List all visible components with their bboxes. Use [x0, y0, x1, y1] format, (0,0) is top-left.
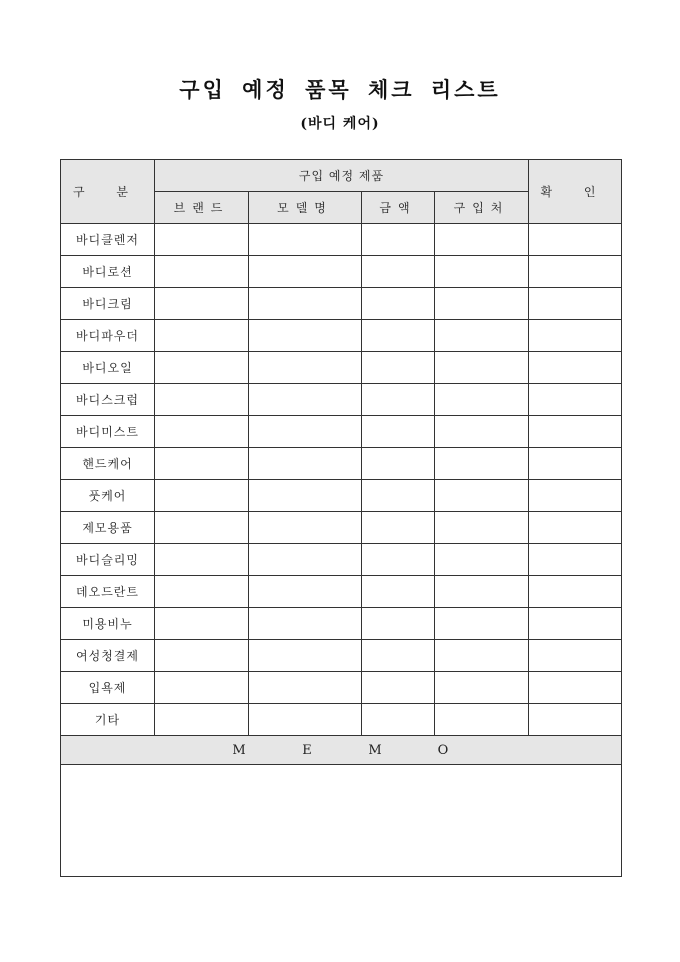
- brand-cell[interactable]: [155, 224, 249, 256]
- model-cell[interactable]: [249, 480, 362, 512]
- brand-cell[interactable]: [155, 416, 249, 448]
- amount-cell[interactable]: [362, 416, 435, 448]
- check-cell[interactable]: [529, 480, 622, 512]
- table-row: [61, 224, 622, 256]
- memo-letter: M: [232, 742, 246, 758]
- table-row: [61, 608, 622, 640]
- amount-cell[interactable]: [362, 480, 435, 512]
- category-cell: 핸드케어: [61, 448, 155, 480]
- model-cell[interactable]: [249, 416, 362, 448]
- header-category: 구 분: [61, 160, 155, 224]
- category-cell: 바디로션: [61, 256, 155, 288]
- store-cell[interactable]: [435, 704, 529, 736]
- store-cell[interactable]: [435, 448, 529, 480]
- brand-cell[interactable]: [155, 320, 249, 352]
- model-cell[interactable]: [249, 448, 362, 480]
- table-row: [61, 288, 622, 320]
- category-cell: 입욕제: [61, 672, 155, 704]
- store-cell[interactable]: [435, 224, 529, 256]
- memo-letter: O: [437, 742, 449, 758]
- brand-cell[interactable]: [155, 448, 249, 480]
- brand-cell[interactable]: [155, 512, 249, 544]
- header-brand: 브랜드: [155, 192, 249, 224]
- brand-cell[interactable]: [155, 256, 249, 288]
- store-cell[interactable]: [435, 384, 529, 416]
- check-cell[interactable]: [529, 352, 622, 384]
- brand-cell[interactable]: [155, 704, 249, 736]
- memo-area[interactable]: [61, 765, 622, 877]
- check-cell[interactable]: [529, 256, 622, 288]
- model-cell[interactable]: [249, 512, 362, 544]
- table-row: [61, 640, 622, 672]
- check-cell[interactable]: [529, 640, 622, 672]
- amount-cell[interactable]: [362, 576, 435, 608]
- check-cell[interactable]: [529, 288, 622, 320]
- brand-cell[interactable]: [155, 544, 249, 576]
- brand-cell[interactable]: [155, 672, 249, 704]
- amount-cell[interactable]: [362, 672, 435, 704]
- category-cell: 제모용품: [61, 512, 155, 544]
- table-row: [61, 544, 622, 576]
- table-row: [61, 384, 622, 416]
- amount-cell[interactable]: [362, 448, 435, 480]
- store-cell[interactable]: [435, 480, 529, 512]
- amount-cell[interactable]: [362, 544, 435, 576]
- table-row: [61, 480, 622, 512]
- category-cell: 바디크림: [61, 288, 155, 320]
- amount-cell[interactable]: [362, 704, 435, 736]
- model-cell[interactable]: [249, 704, 362, 736]
- store-cell[interactable]: [435, 320, 529, 352]
- check-cell[interactable]: [529, 320, 622, 352]
- table-row: [61, 512, 622, 544]
- category-cell: 바디미스트: [61, 416, 155, 448]
- model-cell[interactable]: [249, 640, 362, 672]
- category-cell: 기타: [61, 704, 155, 736]
- check-cell[interactable]: [529, 576, 622, 608]
- header-amount: 금액: [362, 192, 435, 224]
- store-cell[interactable]: [435, 416, 529, 448]
- header-check: 확 인: [529, 160, 622, 224]
- table-row: [61, 256, 622, 288]
- header-planned-products: 구입 예정 제품: [155, 160, 529, 192]
- model-cell[interactable]: [249, 352, 362, 384]
- check-cell[interactable]: [529, 512, 622, 544]
- model-cell[interactable]: [249, 288, 362, 320]
- amount-cell[interactable]: [362, 256, 435, 288]
- memo-header: [61, 736, 622, 765]
- check-cell[interactable]: [529, 672, 622, 704]
- check-cell[interactable]: [529, 448, 622, 480]
- model-cell[interactable]: [249, 608, 362, 640]
- store-cell[interactable]: [435, 608, 529, 640]
- amount-cell[interactable]: [362, 608, 435, 640]
- store-cell[interactable]: [435, 352, 529, 384]
- page-title: 구입 예정 품목 체크 리스트: [179, 77, 501, 102]
- brand-cell[interactable]: [155, 608, 249, 640]
- check-cell[interactable]: [529, 544, 622, 576]
- check-cell[interactable]: [529, 608, 622, 640]
- brand-cell[interactable]: [155, 384, 249, 416]
- check-cell[interactable]: [529, 704, 622, 736]
- page-subtitle: (바디 케어): [300, 116, 380, 132]
- model-cell[interactable]: [249, 384, 362, 416]
- memo-letter: E: [302, 742, 312, 758]
- model-cell[interactable]: [249, 224, 362, 256]
- store-cell[interactable]: [435, 512, 529, 544]
- category-cell: 바디오일: [61, 352, 155, 384]
- brand-cell[interactable]: [155, 480, 249, 512]
- amount-cell[interactable]: [362, 352, 435, 384]
- amount-cell[interactable]: [362, 224, 435, 256]
- category-cell: 바디파우더: [61, 320, 155, 352]
- amount-cell[interactable]: [362, 512, 435, 544]
- model-cell[interactable]: [249, 320, 362, 352]
- brand-cell[interactable]: [155, 288, 249, 320]
- category-cell: 풋케어: [61, 480, 155, 512]
- header-store: 구입처: [435, 192, 529, 224]
- amount-cell[interactable]: [362, 640, 435, 672]
- table-row: [61, 672, 622, 704]
- category-cell: 데오드란트: [61, 576, 155, 608]
- table-row: [61, 352, 622, 384]
- category-cell: 바디클렌저: [61, 224, 155, 256]
- check-cell[interactable]: [529, 384, 622, 416]
- table-row: [61, 704, 622, 736]
- amount-cell[interactable]: [362, 384, 435, 416]
- amount-cell[interactable]: [362, 288, 435, 320]
- store-cell[interactable]: [435, 288, 529, 320]
- table-row: [61, 576, 622, 608]
- table-row: [61, 320, 622, 352]
- brand-cell[interactable]: [155, 640, 249, 672]
- model-cell[interactable]: [249, 576, 362, 608]
- store-cell[interactable]: [435, 640, 529, 672]
- table-row: [61, 416, 622, 448]
- table-row: [61, 448, 622, 480]
- category-cell: 여성청결제: [61, 640, 155, 672]
- category-cell: 바디스크럽: [61, 384, 155, 416]
- check-cell[interactable]: [529, 224, 622, 256]
- store-cell[interactable]: [435, 544, 529, 576]
- store-cell[interactable]: [435, 256, 529, 288]
- model-cell[interactable]: [249, 544, 362, 576]
- brand-cell[interactable]: [155, 352, 249, 384]
- header-model: 모델명: [249, 192, 362, 224]
- check-cell[interactable]: [529, 416, 622, 448]
- model-cell[interactable]: [249, 256, 362, 288]
- store-cell[interactable]: [435, 576, 529, 608]
- checklist-table: [60, 159, 622, 877]
- brand-cell[interactable]: [155, 576, 249, 608]
- category-cell: 미용비누: [61, 608, 155, 640]
- category-cell: 바디슬리밍: [61, 544, 155, 576]
- memo-letter: M: [368, 742, 382, 758]
- model-cell[interactable]: [249, 672, 362, 704]
- amount-cell[interactable]: [362, 320, 435, 352]
- store-cell[interactable]: [435, 672, 529, 704]
